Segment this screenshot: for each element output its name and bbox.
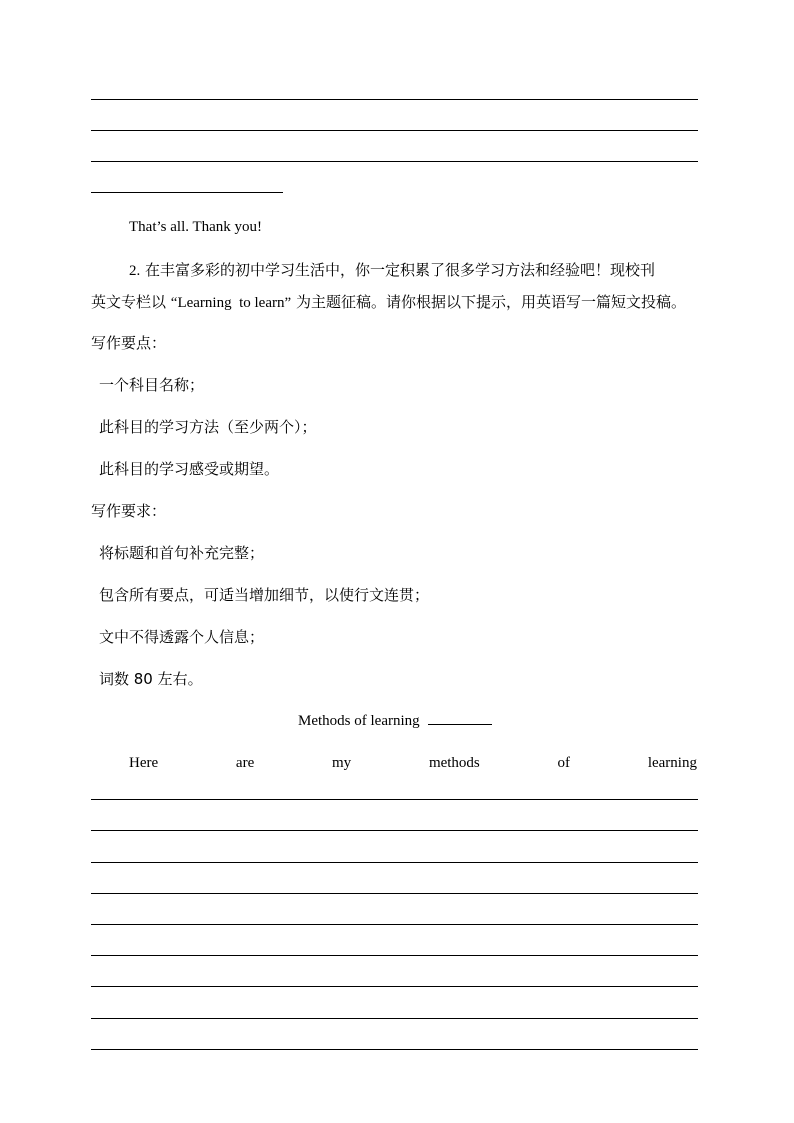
question-number: 2. [129,263,141,279]
answer-line[interactable] [91,99,698,100]
first-sentence-word: methods [428,755,480,771]
first-sentence-word: are [235,755,255,771]
writing-line[interactable] [91,799,698,800]
writing-line[interactable] [91,1018,698,1019]
first-sentence-word: of [557,755,571,771]
answer-line[interactable] [91,130,698,131]
question-topic: “Learning to learn” [170,295,292,311]
answer-line[interactable] [91,161,698,162]
question-line-2 [91,291,686,314]
first-sentence [129,752,697,774]
answer-line-short[interactable] [91,192,283,193]
writing-line[interactable] [91,862,698,863]
question-text-1: 在丰富多彩的初中学习生活中，你一定积累了很多学习方法和经验吧！现校刊 [145,261,656,279]
writing-line[interactable] [91,893,698,894]
writing-line[interactable] [91,955,698,956]
requirement-item: 将标题和首句补充完整； [99,544,265,562]
writing-line[interactable] [91,830,698,831]
question-text-2b: 为主题征稿。请你根据以下提示，用英语写一篇短文投稿。 [295,293,686,311]
first-sentence-word: my [332,755,352,771]
essay-title-text: Methods of learning [298,713,420,729]
requirement-item: 包含所有要点，可适当增加细节，以使行文连贯； [99,586,430,604]
requirement-item: 文中不得透露个人信息； [99,628,265,646]
writing-line[interactable] [91,986,698,987]
question-line-1 [129,259,655,282]
title-blank[interactable] [428,710,492,725]
point-item: 此科目的学习方法（至少两个）； [99,418,317,436]
writing-line[interactable] [91,924,698,925]
point-item: 一个科目名称； [99,376,205,394]
point-item: 此科目的学习感受或期望。 [99,460,280,478]
points-heading: 写作要点： [91,334,167,352]
first-sentence-word: learning [647,755,697,771]
requirement-item: 词数 80 左右。 [99,670,203,688]
requirements-heading: 写作要求： [91,502,167,520]
essay-title [298,710,492,732]
closing-sentence: That’s all. Thank you! [129,219,263,235]
first-sentence-word: Here [129,755,159,771]
question-text-2a: 英文专栏以 [91,293,167,311]
writing-line[interactable] [91,1049,698,1050]
